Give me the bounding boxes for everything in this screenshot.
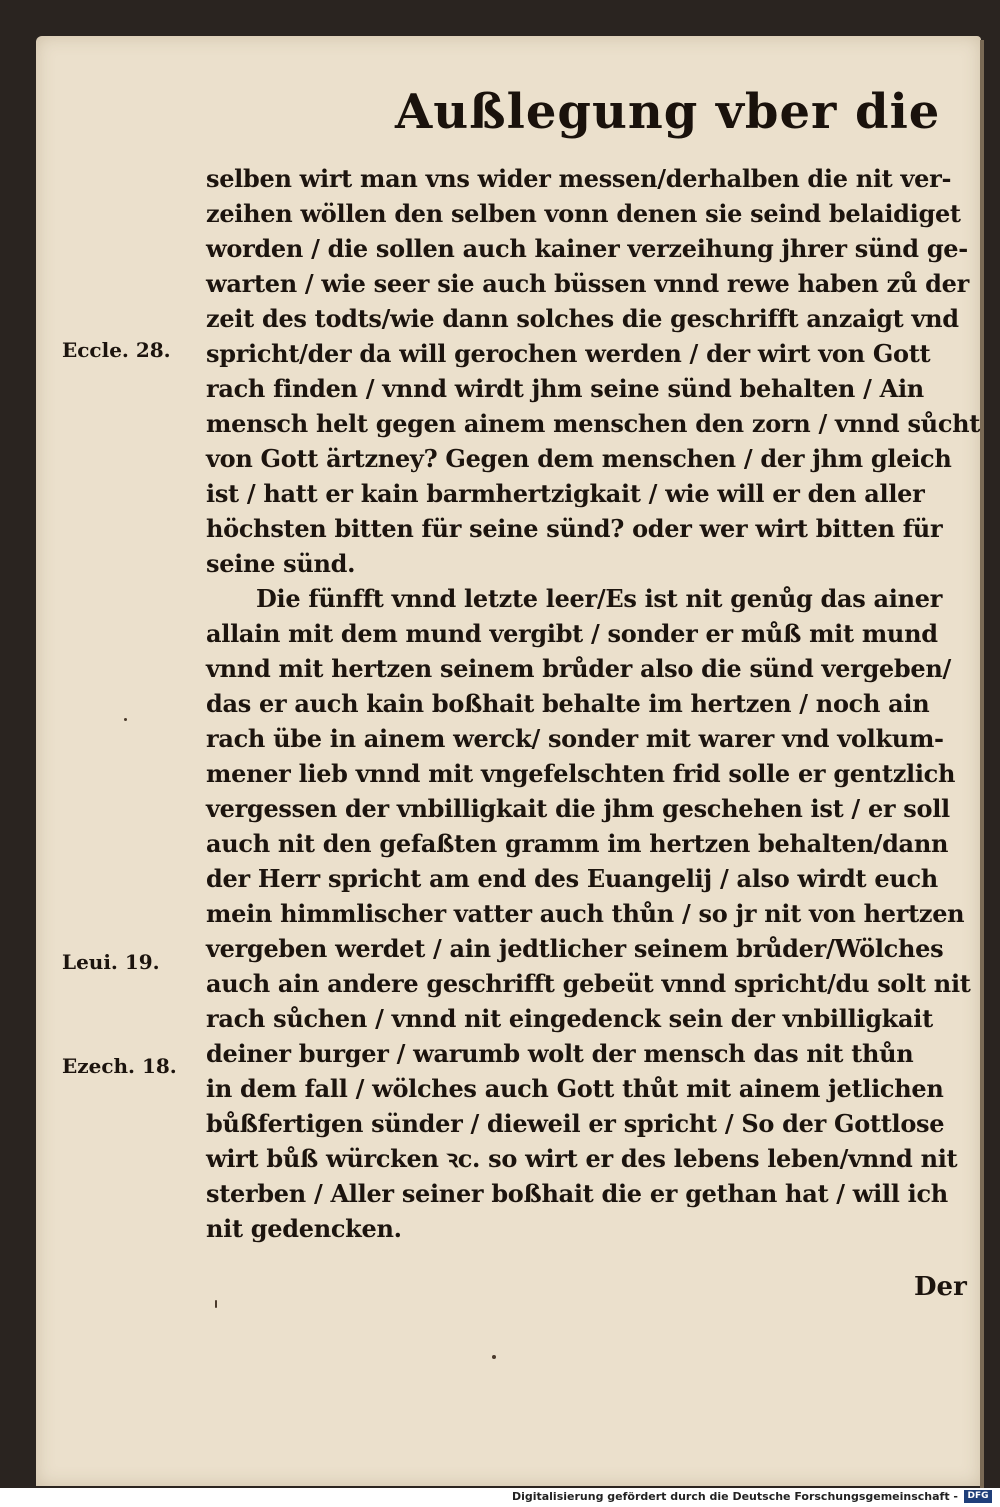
dfg-logo: DFG <box>964 1490 992 1503</box>
text-line: rach sůchen / vnnd nit eingedenck sein der vnbilligkait <box>206 1004 933 1033</box>
text-line: spricht/der da will gerochen werden / der wirt von Gott <box>206 339 931 368</box>
page-edge <box>980 40 984 1488</box>
text-line: rach übe in ainem werck/ sonder mit warer vnd volkum- <box>206 724 944 753</box>
text-line: mensch helt gegen ainem menschen den zorn / vnnd sůcht <box>206 409 981 438</box>
margin-note: Leui. 19. <box>62 950 160 974</box>
text-line: vergeben werdet / ain jedtlicher seinem brůder/Wölches <box>206 934 944 963</box>
text-line: deiner burger / warumb wolt der mensch das nit thůn <box>206 1039 914 1068</box>
text-line: der Herr spricht am end des Euangelij / also wirdt euch <box>206 864 938 893</box>
text-line: von Gott ärtzney? Gegen dem menschen / der jhm gleich <box>206 444 952 473</box>
margin-note: Eccle. 28. <box>62 338 171 362</box>
text-line: warten / wie seer sie auch büssen vnnd rewe haben zů der <box>206 269 969 298</box>
text-line: höchsten bitten für seine sünd? oder wer wirt bitten für <box>206 514 943 543</box>
digitization-footer <box>0 1488 1000 1507</box>
text-line: zeit des todts/wie dann solches die geschrifft anzaigt vnd <box>206 304 959 333</box>
catchword: Der <box>914 1272 967 1302</box>
text-line: nit gedencken. <box>206 1214 402 1243</box>
text-line: selben wirt man vns wider messen/derhalben die nit ver- <box>206 164 952 193</box>
running-title: Außlegung vber die <box>395 84 941 140</box>
text-line: vnnd mit hertzen seinem brůder also die sünd vergeben/ <box>206 654 951 683</box>
text-line: bůßfertigen sünder / dieweil er spricht / So der Gottlose <box>206 1109 945 1138</box>
text-line: auch nit den gefaßten gramm im hertzen behalten/dann <box>206 829 949 858</box>
text-line: vergessen der vnbilligkait die jhm geschehen ist / er soll <box>206 794 950 823</box>
margin-note: Ezech. 18. <box>62 1054 177 1078</box>
paper-speck <box>215 1300 217 1308</box>
paper-speck <box>492 1355 496 1359</box>
footer-credit-text: Digitalisierung gefördert durch die Deutsche Forschungsgemeinschaft - <box>511 1490 958 1503</box>
text-line: zeihen wöllen den selben vonn denen sie seind belaidiget <box>206 199 961 228</box>
text-line: sterben / Aller seiner boßhait die er gethan hat / will ich <box>206 1179 948 1208</box>
text-line: ist / hatt er kain barmhertzigkait / wie will er den aller <box>206 479 925 508</box>
text-line: in dem fall / wölches auch Gott thůt mit ainem jetlichen <box>206 1074 944 1103</box>
text-line: Die fünfft vnnd letzte leer/Es ist nit genůg das ainer <box>256 584 943 613</box>
text-line: worden / die sollen auch kainer verzeihung jhrer sünd ge- <box>206 234 968 263</box>
text-line: auch ain andere geschrifft gebeüt vnnd spricht/du solt nit <box>206 969 971 998</box>
text-line: das er auch kain boßhait behalte im hertzen / noch ain <box>206 689 930 718</box>
text-line: mein himmlischer vatter auch thůn / so jr nit von hertzen <box>206 899 965 928</box>
text-line: wirt bůß würcken ꝛc. so wirt er des lebens leben/vnnd nit <box>206 1144 958 1173</box>
text-line: mener lieb vnnd mit vngefelschten frid solle er gentzlich <box>206 759 956 788</box>
text-line: rach finden / vnnd wirdt jhm seine sünd behalten / Ain <box>206 374 924 403</box>
text-line: allain mit dem mund vergibt / sonder er můß mit mund <box>206 619 938 648</box>
text-line: seine sünd. <box>206 549 356 578</box>
paper-speck <box>124 718 127 721</box>
